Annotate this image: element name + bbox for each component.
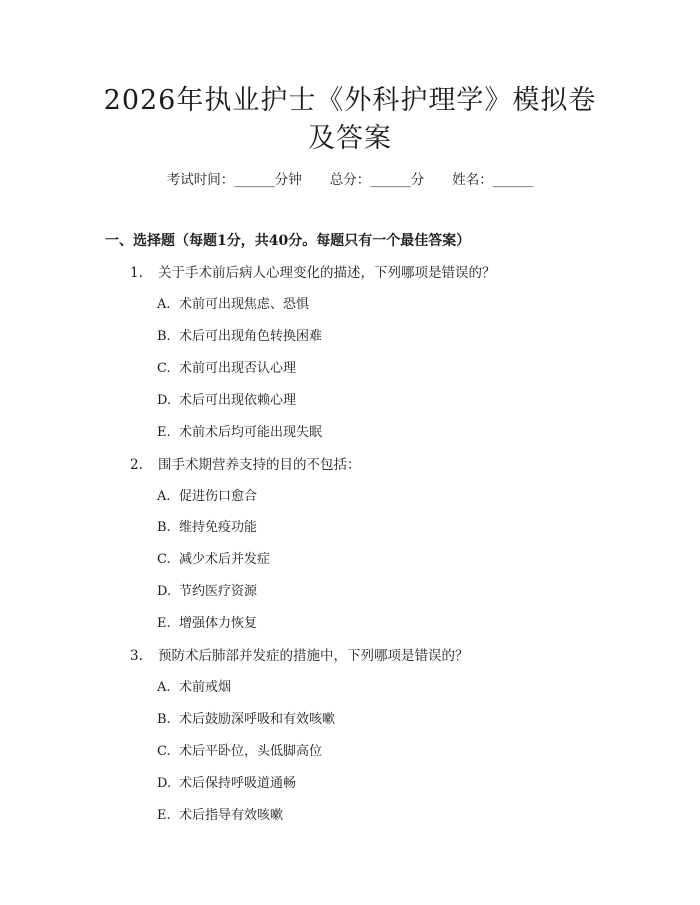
option-text: 节约医疗资源 [179, 584, 258, 599]
option-text: 促进伤口愈合 [179, 489, 258, 504]
exam-name-field: 姓名：______ [452, 172, 534, 188]
option-letter: B. [157, 520, 171, 535]
option-letter: D. [157, 393, 172, 408]
option-text: 术后可出现角色转换困难 [179, 329, 323, 344]
option-text: 术前可出现否认心理 [179, 361, 297, 376]
question-text: 预防术后肺部并发症的措施中，下列哪项是错误的？ [158, 648, 469, 664]
option-letter: A. [157, 297, 171, 312]
exam-info-line [0, 168, 700, 188]
option-2e [157, 612, 257, 631]
option-1e [157, 421, 322, 440]
exam-time-field: 考试时间：______分钟 [166, 172, 302, 188]
question-1 [130, 261, 496, 281]
option-text: 增强体力恢复 [179, 616, 258, 631]
option-letter: E. [157, 425, 171, 440]
question-number: 2. [130, 457, 143, 473]
option-text: 维持免疫功能 [179, 520, 258, 535]
option-2b [157, 516, 257, 535]
option-3b [157, 708, 335, 727]
section-heading: 一、选择题（每题1分，共40分。每题只有一个最佳答案） [105, 233, 471, 249]
option-3c [157, 740, 322, 759]
option-letter: B. [157, 329, 171, 344]
exam-total-field: 总分：______分 [329, 172, 425, 188]
option-1a [157, 293, 309, 312]
option-2a [157, 485, 257, 504]
question-number: 1. [130, 265, 143, 281]
option-1b [157, 325, 322, 344]
option-text: 减少术后并发症 [179, 552, 271, 567]
option-letter: C. [157, 552, 171, 567]
page-title: 2026年执业护士《外科护理学》模拟卷及答案 [103, 85, 597, 154]
option-letter: C. [157, 744, 171, 759]
option-text: 术后平卧位，头低脚高位 [179, 744, 323, 759]
option-2d [157, 580, 257, 599]
option-letter: D. [157, 584, 172, 599]
question-3 [130, 644, 469, 664]
question-text: 关于手术前后病人心理变化的描述，下列哪项是错误的？ [158, 265, 496, 281]
option-3d [157, 772, 296, 791]
option-1d [157, 389, 296, 408]
option-letter: A. [157, 680, 171, 695]
option-letter: E. [157, 616, 171, 631]
option-text: 术前可出现焦虑、恐惧 [179, 297, 310, 312]
option-letter: E. [157, 808, 171, 823]
option-letter: C. [157, 361, 171, 376]
option-text: 术前戒烟 [179, 680, 232, 695]
question-2 [130, 453, 361, 473]
option-2c [157, 548, 270, 567]
option-text: 术前术后均可能出现失眠 [179, 425, 323, 440]
option-text: 术后保持呼吸道通畅 [179, 776, 297, 791]
option-text: 术后指导有效咳嗽 [179, 808, 284, 823]
option-letter: D. [157, 776, 172, 791]
option-3e [157, 804, 283, 823]
question-number: 3. [130, 648, 143, 664]
option-text: 术后鼓励深呼吸和有效咳嗽 [179, 712, 336, 727]
option-text: 术后可出现依赖心理 [179, 393, 297, 408]
option-1c [157, 357, 296, 376]
option-letter: A. [157, 489, 171, 504]
question-text: 围手术期营养支持的目的不包括： [158, 457, 361, 473]
option-letter: B. [157, 712, 171, 727]
option-3a [157, 676, 231, 695]
